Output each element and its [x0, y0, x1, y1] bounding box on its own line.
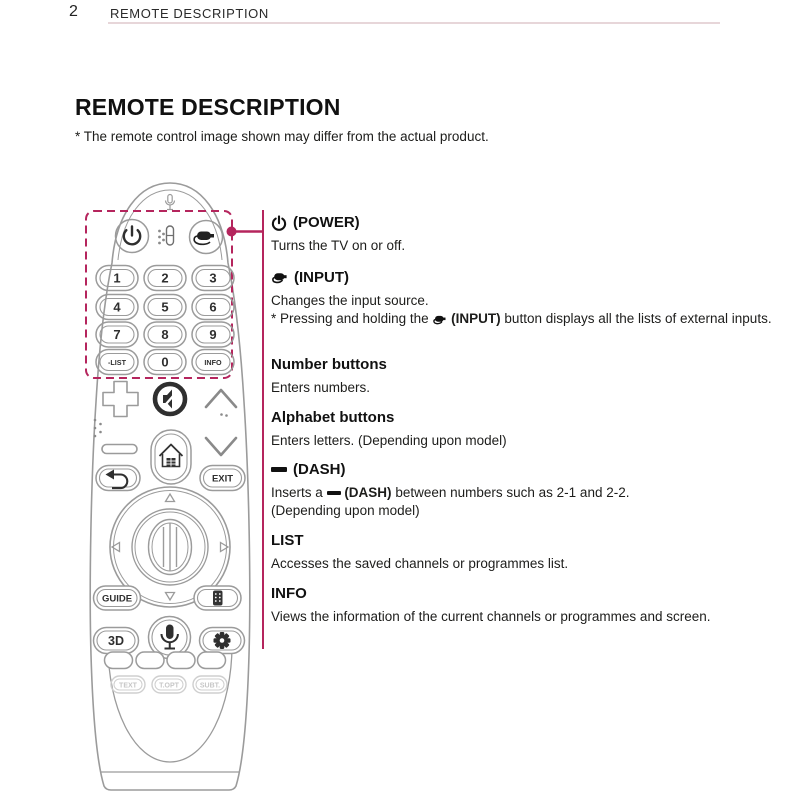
number-pad: [96, 266, 234, 375]
svg-text:-LIST: -LIST: [108, 357, 126, 367]
dash-body-suffix: between numbers such as 2-1 and 2-2.: [395, 485, 630, 500]
gear-icon: [214, 632, 231, 649]
number-buttons-heading: Number buttons: [271, 356, 387, 373]
info-body: Views the information of the current channels or programmes and screen.: [271, 609, 711, 624]
header-section-title: REMOTE DESCRIPTION: [110, 6, 269, 21]
section-alphabet-buttons: [271, 408, 776, 450]
input-icon: [432, 314, 447, 325]
disclaimer-note: * The remote control image shown may differ from the actual product.: [75, 129, 489, 144]
teletext-buttons: [111, 676, 227, 693]
input-heading: [271, 268, 776, 287]
svg-text:0: 0: [161, 354, 169, 370]
volume-down-button: [102, 445, 137, 454]
svg-text:3: 3: [209, 270, 217, 286]
dash-icon: [271, 467, 287, 472]
svg-text:1: 1: [113, 270, 121, 286]
power-icon: [271, 215, 287, 231]
svg-text:9: 9: [209, 327, 217, 342]
power-heading: [271, 213, 776, 232]
svg-text:3D: 3D: [108, 634, 124, 648]
universal-control-button: [194, 586, 241, 610]
alphabet-buttons-heading: Alphabet buttons: [271, 409, 395, 426]
dash-body-prefix: Inserts a: [271, 485, 323, 500]
svg-text:TEXT: TEXT: [119, 682, 137, 690]
page-title: REMOTE DESCRIPTION: [75, 94, 341, 120]
section-number-buttons: [271, 355, 776, 397]
input-heading-label: (INPUT): [294, 269, 349, 286]
home-button: [151, 430, 191, 484]
descriptions-column: [271, 0, 779, 800]
remote-pad-icon: [213, 591, 223, 606]
settings-button: [200, 628, 245, 654]
info-heading: INFO: [271, 585, 307, 602]
remote-illustration: [75, 175, 275, 800]
section-input: [271, 268, 776, 328]
input-note: [271, 310, 776, 328]
svg-text:8: 8: [161, 327, 169, 342]
svg-text:INFO: INFO: [204, 357, 222, 367]
section-dash: [271, 460, 776, 520]
input-note-suffix: button displays all the lists of external inputs.: [504, 311, 772, 326]
dash-body: [271, 484, 776, 502]
svg-text:2: 2: [161, 270, 169, 286]
section-info: [271, 584, 741, 626]
svg-text:4: 4: [113, 299, 121, 315]
svg-text:GUIDE: GUIDE: [101, 593, 133, 605]
alphabet-buttons-body: Enters letters. (Depending upon model): [271, 433, 507, 448]
svg-text:6: 6: [209, 299, 217, 315]
input-note-prefix: * Pressing and holding the: [271, 311, 429, 326]
dash-heading-label: (DASH): [293, 461, 346, 478]
input-icon: [271, 271, 288, 284]
dash-body-bold: (DASH): [344, 485, 392, 500]
mute-button: [155, 384, 185, 414]
section-power: [271, 213, 776, 255]
input-body: Changes the input source.: [271, 293, 429, 308]
guide-button: [94, 586, 141, 610]
svg-text:T.OPT: T.OPT: [159, 682, 179, 690]
list-body: Accesses the saved channels or programmes list.: [271, 556, 569, 571]
power-heading-label: (POWER): [293, 214, 360, 231]
callout-connector: [227, 227, 264, 237]
page-number: 2: [69, 3, 78, 20]
number-buttons-body: Enters numbers.: [271, 380, 371, 395]
section-list: [271, 531, 776, 573]
svg-text:5: 5: [161, 299, 169, 315]
svg-text:SUBT.: SUBT.: [199, 682, 221, 690]
svg-text:7: 7: [113, 327, 121, 342]
back-button: [96, 466, 140, 491]
dash-icon: [327, 491, 341, 495]
input-note-bold: (INPUT): [451, 311, 501, 326]
list-heading: LIST: [271, 532, 304, 549]
power-body: Turns the TV on or off.: [271, 238, 406, 253]
svg-text:EXIT: EXIT: [211, 473, 234, 485]
exit-button: [200, 466, 245, 491]
dash-heading: [271, 460, 776, 479]
dash-body-line2: (Depending upon model): [271, 503, 420, 518]
threed-button: [94, 628, 139, 654]
